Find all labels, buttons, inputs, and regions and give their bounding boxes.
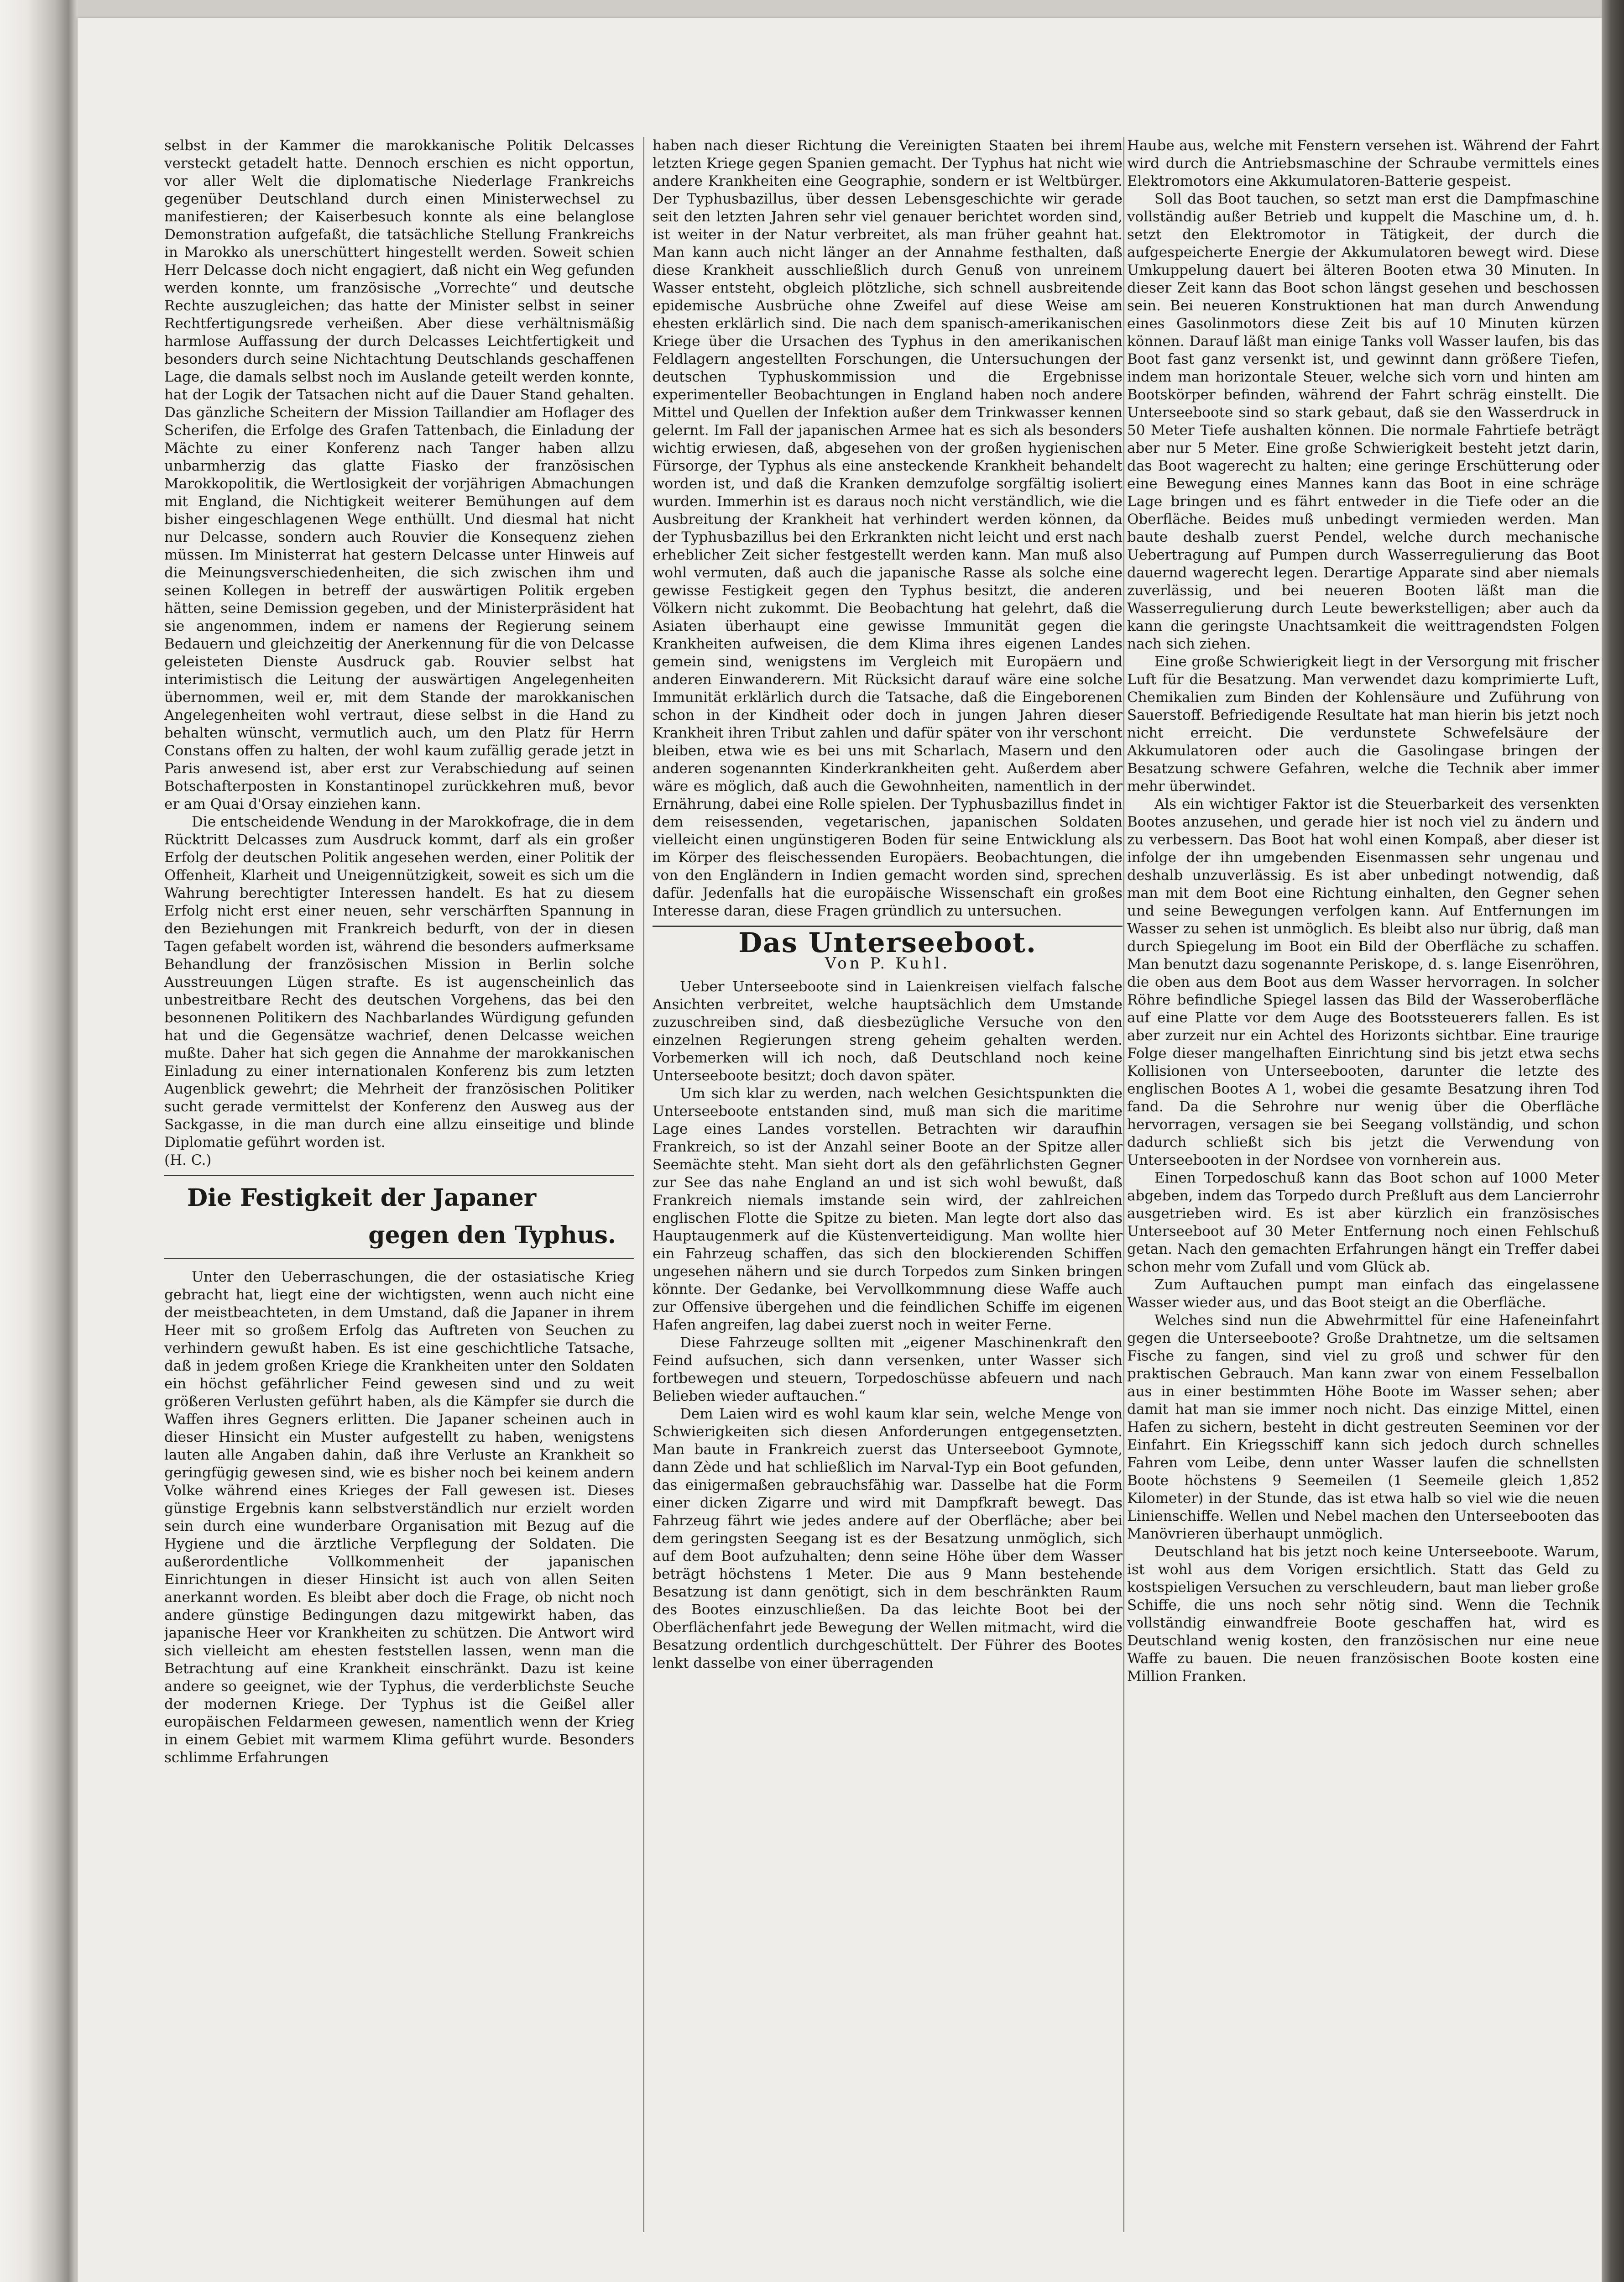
article2-paragraph: Unter den Ueberraschungen, die der ostasiatische Krieg gebracht hat, liegt eine der wichtigsten, wenn auch nicht eine der meistbeachteten, in dem Umstand, daß die Japaner in ihrem Heer mit so großem Erfolg das Auftreten von Seuchen zu verhindern gewußt haben. Es ist eine geschichtliche Tatsache, daß in jedem großen Kriege die Krankheiten unter den Soldaten ein höchst gefährlicher Feind gewesen sind und zu weit größeren Verlusten geführt haben, als die Kämpfer sie durch die Waffen ihres Gegners erlitten. Die Japaner scheinen auch in dieser Hinsicht ein Muster aufgestellt zu haben, wenigstens lauten alle Angaben dahin, daß ihre Verluste an Krankheit so geringfügig gewesen sind, wie es bisher noch bei keinem andern Volke während eines Krieges der Fall gewesen ist. Dieses günstige Ergebnis kann selbstverständlich nur erzielt worden sein durch eine wunderbare Organisation mit Bezug auf die Hygiene und die ärztliche Verpflegung der Soldaten. Die außerordentliche Vollkommenheit der japanischen Einrichtungen in dieser Hinsicht ist auch von allen Seiten anerkannt worden. Es bleibt aber doch die Frage, ob nicht noch andere günstige Bedingungen dazu mitgewirkt haben, das japanische Heer vor Krankheiten zu schützen. Die Antwort wird sich vielleicht am ehesten feststellen lassen, wenn man die Betrachtung auf eine Krankheit einschränkt. Dazu ist keine andere so geeignet, wie der Typhus, die verderblichste Seuche der modernen Kriege. Der Typhus ist die Geißel aller europäischen Feldarmeen gewesen, namentlich wenn der Krieg in einem Gebiet mit warmem Klima geführt wurde. Besonders schlimme Erfahrungen [164, 1269, 634, 1766]
article3-paragraph: Welches sind nun die Abwehrmittel für eine Hafeneinfahrt gegen die Unterseeboote? Große Drahtnetze, um die seltsamen Fische zu fangen, sind viel zu groß und schwer für den praktischen Gebrauch. Man kann zwar von einem Fesselballon aus in einer bestimmten Höhe Boote im Wasser sehen; aber damit hat man sie immer noch nicht. Das einzige Mittel, einen Hafen zu sichern, besteht in dicht gestreuten Seeminen vor der Einfahrt. Ein Kriegsschiff kann sich jedoch durch schnelles Fahren vom Leibe, denn unter Wasser laufen die schnellsten Boote höchstens 9 Seemeilen (1 Seemeile gleich 1,852 Kilometer) in der Stunde, das ist etwa halb so viel wie die neuen Linienschiffe. Wellen und Nebel machen den Unterseebooten das Manövrieren überhaupt unmöglich. [1127, 1312, 1599, 1542]
article1-paragraph: selbst in der Kammer die marokkanische Politik Delcasses versteckt getadelt hatte. Dennoch erschien es nicht opportun, vor aller Welt die diplomatische Niederlage Frankreichs gegenüber Deutschland durch einen Ministerwechsel zu manifestieren; der Kaiserbesuch konnte als eine belanglose Demonstration aufgefaßt, die tatsächliche Stellung Frankreichs in Marokko als unerschüttert hingestellt werden. Soweit schien Herr Delcasse doch nicht engagiert, daß nicht ein Weg gefunden werden konnte, um französische „Vorrechte“ und deutsche Rechte auszugleichen; das hatte der Minister selbst in seiner Rechtfertigungsrede verheißen. Aber diese verhältnismäßig harmlose Auffassung der durch Delcasses Leichtfertigkeit und besonders durch seine Nichtachtung Deutschlands geschaffenen Lage, die damals selbst noch im Auslande geteilt werden konnte, hat der Logik der Tatsachen nicht auf die Dauer Stand gehalten. Das gänzliche Scheitern der Mission Taillandier am Hoflager des Scherifen, die Erfolge des Grafen Tattenbach, die Einladung der Mächte zu einer Konferenz nach Tanger haben allzu unbarmherzig das glatte Fiasko der französischen Marokkopolitik, die Wertlosigkeit der vorjährigen Abmachungen mit England, die Nichtigkeit weiterer Bemühungen auf dem bisher eingeschlagenen Wege enthüllt. Und diesmal hat nicht nur Delcasse, sondern auch Rouvier die Konsequenz ziehen müssen. Im Ministerrat hat gestern Delcasse unter Hinweis auf die Meinungsverschiedenheiten, die sich zwischen ihm und seinen Kollegen in betreff der auswärtigen Politik ergeben hätten, seine Demission gegeben, und der Ministerpräsident hat sie angenommen, indem er namens der Regierung seinem Bedauern und gleichzeitig der Anerkennung für die von Delcasse geleisteten Dienste Ausdruck gab. Rouvier selbst hat interimistisch die Leitung der auswärtigen Angelegenheiten übernommen, weil er, mit dem Stande der marokkanischen Angelegenheiten wohl vertraut, diese selbst in die Hand zu behalten wünscht, vermutlich auch, um den Platz für Herrn Constans offen zu halten, der wohl kaum zufällig gerade jetzt in Paris anwesend ist, aber erst zur Verabschiedung auf seinen Botschafterposten in Konstantinopel zurückkehren muß, bevor er am Quai d'Orsay einziehen kann. [164, 137, 634, 812]
column-2 [653, 137, 1123, 2232]
article2-title-line2: gegen den Typhus. [368, 1221, 616, 1249]
article-divider [164, 1175, 634, 1176]
article3-paragraph: Dem Laien wird es wohl kaum klar sein, welche Menge von Schwierigkeiten sich diesen Anforderungen entgegensetzten. Man baute in Frankreich zuerst das Unterseeboot Gymnote, dann Zède und hat schließlich im Narval-Typ ein Boot gefunden, das einigermaßen gebrauchsfähig war. Dasselbe hat die Form einer dicken Zigarre und wird mit Dampfkraft bewegt. Das Fahrzeug fährt wie jedes andere auf der Oberfläche; aber bei dem geringsten Seegang ist es der Besatzung unmöglich, sich auf dem Boot aufzuhalten; denn seine Höhe über dem Wasser beträgt höchstens 1 Meter. Die aus 9 Mann bestehende Besatzung ist dann genötigt, sich in dem beschränkten Raum des Bootes einzuschließen. Da das leichte Boot bei der Oberflächenfahrt jede Bewegung der Wellen mitmacht, wird die Besatzung ordentlich durchgeschüttelt. Der Führer des Bootes lenkt dasselbe von einer überragenden [653, 1406, 1123, 1671]
bleed-through-header [237, 64, 1515, 114]
column-rule-2 [1123, 137, 1124, 2232]
scan-right-edge [1602, 0, 1624, 2282]
article3-title: Das Unterseeboot. [738, 927, 1037, 959]
column-rule-1 [643, 137, 644, 2232]
article3-paragraph: Deutschland hat bis jetzt noch keine Unterseeboote. Warum, ist wohl aus dem Vorigen ersichtlich. Statt das Geld zu kostspieligen Versuchen zu verschleudern, baut man lieber große Schiffe, die uns noch sehr nötig sind. Wenn die Technik vollständig einwandfreie Boote geschaffen hat, wird es Deutschland wenig kosten, den französischen nur eine neue Waffe zu bauen. Die neuen französischen Boote kosten eine Million Franken. [1127, 1544, 1599, 1685]
article3-paragraph: Einen Torpedoschuß kann das Boot schon auf 1000 Meter abgeben, indem das Torpedo durch Preßluft aus dem Lancierrohr ausgetrieben wird. Es ist aber kürzlich ein französisches Unterseeboot auf 30 Meter Entfernung noch einen Fehlschuß getan. Nach den gemachten Erfahrungen hängt ein Treffer dabei schon mehr vom Zufall und vom Glück ab. [1127, 1170, 1599, 1275]
article3-byline: Von P. Kuhl. [825, 954, 950, 973]
article2-continuation: haben nach dieser Richtung die Vereinigten Staaten bei ihrem letzten Kriege gegen Spanien gemacht. Der Typhus hat nicht wie andere Krankheiten eine Geographie, sondern er ist Weltbürger. Der Typhusbazillus, über dessen Lebensgeschichte wir gerade seit den letzten Jahren sehr viel genauer berichtet worden sind, ist weiter in der Natur verbreitet, als man früher geahnt hat. Man kann auch nicht länger an der Annahme festhalten, daß diese Krankheit ausschließlich durch Genuß von unreinem Wasser entsteht, obgleich plötzliche, sich schnell ausbreitende epidemische Ausbrüche ohne Zweifel auf diese Weise am ehesten erklärlich sind. Die nach dem spanisch-amerikanischen Kriege über die Ursachen des Typhus in den amerikanischen Feldlagern angestellten Forschungen, die Untersuchungen der deutschen Typhuskommission und die Ergebnisse experimenteller Beobachtungen in England haben noch andere Mittel und Quellen der Infektion außer dem Trinkwasser kennen gelernt. Im Fall der japanischen Armee hat es sich als besonders wichtig erwiesen, daß, abgesehen von der großen hygienischen Fürsorge, der Typhus als eine ansteckende Krankheit behandelt worden ist, und daß die Kranken demzufolge sorgfältig isoliert wurden. Immerhin ist es daraus noch nicht verständlich, wie die Ausbreitung der Krankheit hat verhindert werden können, da der Typhusbazillus bei den Erkrankten nicht leicht und erst nach erheblicher Zeit sicher festgestellt werden kann. Man muß also wohl vermuten, daß auch die japanische Rasse als solche eine gewisse Festigkeit gegen den Typhus besitzt, die anderen Völkern nicht zukommt. Die Beobachtung hat gelehrt, daß die Asiaten überhaupt eine gewisse Immunität gegen die Krankheiten aufweisen, die dem Klima ihres eigenen Landes gemein sind, wenigstens im Vergleich mit Europäern und anderen Einwanderern. Mit Rücksicht darauf wäre eine solche Immunität erklärlich durch die Tatsache, daß die Eingeborenen schon in der Kindheit oder doch in jungen Jahren dieser Krankheit ihren Tribut zahlen und dafür später von ihr verschont bleiben, etwa wie es bei uns mit Scharlach, Masern und den anderen sogenannten Kinderkrankheiten geht. Außerdem aber wäre es möglich, daß auch die Gewohnheiten, namentlich in der Ernährung, dabei eine Rolle spielen. Der Typhusbazillus findet in dem reisessenden, vegetarischen, japanischen Soldaten vielleicht einen ungünstigeren Boden für seine Entwicklung als im Körper des fleischessenden Europäers. Beobachtungen, die von den Engländern in Indien gemacht worden sind, sprechen dafür. Jedenfalls hat die europäische Wissenschaft ein großes Interesse daran, diese Fragen gründlich zu untersuchen. [653, 137, 1123, 919]
article3-paragraph: Ueber Unterseeboote sind in Laienkreisen vielfach falsche Ansichten verbreitet, welche hauptsächlich dem Umstande zuzuschreiben sind, daß diesbezügliche Versuche von den einzelnen Regierungen streng geheim gehalten werden. Vorbemerken will ich noch, daß Deutschland noch keine Unterseeboote besitzt; doch davon später. [653, 979, 1123, 1084]
article3-paragraph: Als ein wichtiger Faktor ist die Steuerbarkeit des versenkten Bootes anzusehen, und gerade hier ist noch viel zu ändern und zu verbessern. Das Boot hat wohl einen Kompaß, aber dieser ist infolge der ihn umgebenden Eisenmassen sehr ungenau und deshalb unzuverlässig. Es ist aber unbedingt notwendig, daß man mit dem Boot eine Richtung einhalten, den Gegner sehen und seine Bewegungen verfolgen kann. Auf Entfernungen im Wasser zu sehen ist unmöglich. Es bleibt also nur übrig, daß man durch Spiegelung im Boot ein Bild der Oberfläche zu schaffen. Man benutzt dazu sogenannte Periskope, d. s. lange Eisenröhren, die oben aus dem Boot aus dem Wasser hervorragen. In solcher Röhre befindliche Spiegel lassen das Bild der Wasseroberfläche auf eine Platte vor dem Auge des Bootssteuerers fallen. Es ist aber zurzeit nur ein Achtel des Horizonts sichtbar. Eine traurige Folge dieser mangelhaften Einrichtung sind bis jetzt etwa sechs Kollisionen von Unterseebooten, darunter die letzte des englischen Bootes A 1, wobei die gesamte Besatzung ihren Tod fand. Da die Sehrohre nur wenig über die Oberfläche hervorragen, versagen sie bei Seegang vollständig, und schon dadurch schließt sich bis jetzt die Verwendung von Unterseebooten in der Nordsee von vornherein aus. [1127, 796, 1599, 1168]
article3-paragraph: Zum Auftauchen pumpt man einfach das eingelassene Wasser wieder aus, und das Boot steigt an die Oberfläche. [1127, 1277, 1599, 1311]
article1-paragraph: Die entscheidende Wendung in der Marokkofrage, die in dem Rücktritt Delcasses zum Ausdruck kommt, darf als ein großer Erfolg der deutschen Politik angesehen werden, einer Politik der Offenheit, Klarheit und Uneigennützigkeit, soweit es sich um die Wahrung berechtigter Interessen handelt. Es hat zu diesem Erfolg nicht erst einer neuen, sehr verschärften Spannung in den Beziehungen mit Frankreich bedurft, von der in diesen Tagen gefabelt worden ist, während die besonders aufmerksame Behandlung der französischen Mission in Berlin solche Ausstreuungen Lügen strafte. Es ist augenscheinlich das unbestreitbare Recht des deutschen Vorgehens, das bei den besonnenen Politikern des Nachbarlandes Würdigung gefunden hat und die Gegensätze wachrief, denen Delcasse weichen mußte. Daher hat sich gegen die Annahme der marokkanischen Einladung zu einer internationalen Konferenz bis zum letzten Augenblick gewehrt; die Mehrheit der französischen Politiker sucht gerade vermittelst der Konferenz den Ausweg aus der Sackgasse, in die man durch eine allzu einseitige und blinde Diplomatie geführt worden ist. [164, 814, 634, 1151]
title-underline [164, 1258, 634, 1259]
article3-paragraph: Diese Fahrzeuge sollten mit „eigener Maschinenkraft den Feind aufsuchen, sich dann versenken, unter Wasser sich fortbewegen und steuern, Torpedoschüsse abfeuern und nach Belieben wieder auftauchen.“ [653, 1335, 1123, 1404]
article1-signature: (H. C.) [164, 1152, 212, 1168]
article3-paragraph: Soll das Boot tauchen, so setzt man erst die Dampfmaschine vollständig außer Betrieb und kuppelt die Maschine um, d. h. setzt den Elektromotor in Tätigkeit, der durch die aufgespeicherte Energie der Akkumulatoren bewegt wird. Diese Umkuppelung dauert bei älteren Booten etwa 30 Minuten. In dieser Zeit kann das Boot schon längst gesehen und beschossen sein. Bei neueren Konstruktionen hat man durch Anwendung eines Gasolinmotors diese Zeit bis auf 10 Minuten kürzen können. Darauf läßt man einige Tanks voll Wasser laufen, bis das Boot fast ganz versenkt ist, und gewinnt dann größere Tiefen, indem man horizontale Steuer, welche sich vorn und hinten am Bootskörper befinden, während der Fahrt schräg einstellt. Die Unterseeboote sind so stark gebaut, daß sie den Wasserdruck in 50 Meter Tiefe aushalten können. Die normale Fahrtiefe beträgt aber nur 5 Meter. Eine große Schwierigkeit besteht jetzt darin, das Boot wagerecht zu halten; eine geringe Erschütterung oder eine Bewegung eines Mannes kann das Boot in eine schräge Lage bringen und es fährt entweder in die Tiefe oder an die Oberfläche. Beides muß unbedingt vermieden werden. Man baute deshalb zuerst Pendel, welche durch mechanische Uebertragung auf Pumpen durch Wasserregulierung das Boot dauernd wagerecht legen. Derartige Apparate sind aber niemals zuverlässig, und bei neueren Booten läßt man die Wasserregulierung durch Leute bewerkstelligen; aber auch da kann die geringste Unachtsamkeit die weittragendsten Folgen nach sich ziehen. [1127, 191, 1599, 652]
article2-title-line1: Die Festigkeit der Japaner [187, 1184, 537, 1212]
article3-paragraph: Eine große Schwierigkeit liegt in der Versorgung mit frischer Luft für die Besatzung. Man verwendet dazu komprimierte Luft, Chemikalien zum Binden der Kohlensäure und Zuführung von Sauerstoff. Befriedigende Resultate hat man hierin bis jetzt noch nicht erreicht. Die verdunstete Schwefelsäure der Akkumulatoren oder auch die Gasolingase bringen der Besatzung schwere Gefahren, welche die Technik aber immer mehr überwindet. [1127, 654, 1599, 795]
column-1 [164, 137, 634, 2232]
article3-continuation: Haube aus, welche mit Fenstern versehen ist. Während der Fahrt wird durch die Antriebsmaschine der Schraube vermittels eines Elektromotors eine Akkumulatoren-Batterie gespeist. [1127, 137, 1599, 189]
article3-paragraph: Um sich klar zu werden, nach welchen Gesichtspunkten die Unterseeboote entstanden sind, muß man sich die maritime Lage eines Landes vorstellen. Betrachten wir daraufhin Frankreich, so ist der Anzahl seiner Boote an der Spitze aller Seemächte steht. Man sieht dort als den gefährlichsten Gegner zur See das nahe England an und ist sich wohl bewußt, daß Frankreich niemals imstande sein wird, der zahlreichen englischen Flotte die Spitze zu bieten. Man legte dort also das Hauptaugenmerk auf die Küstenverteidigung. Man wollte hier ein Fahrzeug schaffen, das sich den blockierenden Schiffen ungesehen nähern und sie durch Torpedos zum Sinken bringen könnte. Der Gedanke, bei Vervollkommnung diese Waffe auch zur Offensive übergehen und die feindlichen Schiffe im eigenen Hafen angreifen, lag dabei zuerst noch in weiter Ferne. [653, 1085, 1123, 1333]
column-3 [1127, 137, 1599, 2232]
scan-binding-edge [0, 0, 78, 2282]
